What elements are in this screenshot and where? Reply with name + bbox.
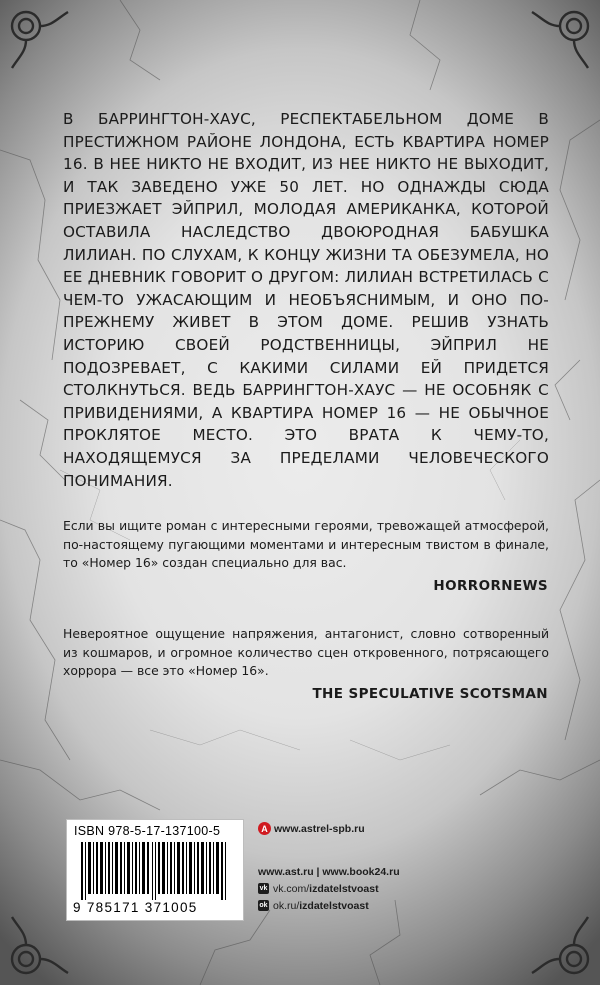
- ornament-icon: [528, 913, 598, 983]
- ornament-icon: [2, 2, 72, 72]
- isbn-barcode-block: [66, 819, 244, 921]
- vk-link: vk.com/izdatelstvoast: [273, 882, 379, 895]
- odnoklassniki-icon: ok: [259, 902, 268, 909]
- barcode-digits: 9 785171 371005: [73, 900, 198, 915]
- web-links: www.ast.ru | www.book24.ru: [258, 865, 400, 878]
- publisher-site: [258, 822, 365, 835]
- isbn-number: ISBN 978-5-17-137100-5: [74, 824, 221, 838]
- ok-link: ok.ru/izdatelstvoast: [273, 899, 369, 912]
- review-source: THE SPECULATIVE SCOTSMAN: [312, 686, 548, 702]
- publisher-links: [258, 863, 400, 914]
- review-quote: Если вы ищите роман с интересными героями, тревожащей атмосферой, по-настоящему пугающими моментами и интересным твистом в финале, то «Номер 16» создан специально для вас.: [63, 518, 549, 570]
- barcode: [81, 842, 231, 900]
- review-quote: Невероятное ощущение напряжения, антагонист, словно сотворенный из кошмаров, и огромное количество сцен откровенного, потрясающего хоррора — все это «Номер 16».: [63, 626, 549, 678]
- ast-logo-icon: А: [258, 822, 271, 835]
- book-description: В БАРРИНГТОН-ХАУС, РЕСПЕКТАБЕЛЬНОМ ДОМЕ В ПРЕСТИЖНОМ РАЙОНЕ ЛОНДОНА, ЕСТЬ КВАРТИРА НОМЕР 16. В НЕЕ НИКТО НЕ ВХОДИТ, ИЗ НЕЕ НИКТО НЕ ВЫХОДИТ, И ТАК ЗАВЕДЕНО УЖЕ 50 ЛЕТ. НО ОДНАЖДЫ СЮДА ПРИЕЗЖАЕТ ЭЙПРИЛ, МОЛОДАЯ АМЕРИКАНКА, КОТОРОЙ ОСТАВИЛА НАСЛЕДСТВО ДВОЮРОДНАЯ БАБУШКА ЛИЛИАН. ПО СЛУХАМ, К КОНЦУ ЖИЗНИ ТА ОБЕЗУМЕЛА, НО ЕЕ ДНЕВНИК ГОВОРИТ О ДРУГОМ: ЛИЛИАН ВСТРЕТИЛАСЬ С ЧЕМ-ТО УЖАСАЮЩИМ И НЕОБЪЯСНИМЫМ, И ОНО ПО-ПРЕЖНЕМУ ЖИВЕТ В ЭТОМ ДОМЕ. РЕШИВ УЗНАТЬ ИСТОРИЮ СВОЕЙ РОДСТВЕННИЦЫ, ЭЙПРИЛ НЕ ПОДОЗРЕВАЕТ, С КАКИМИ СИЛАМИ ЕЙ ПРИДЕТСЯ СТОЛКНУТЬСЯ. ВЕДЬ БАРРИНГТОН-ХАУС — НЕ ОСОБНЯК С ПРИВИДЕНИЯМИ, А КВАРТИРА НОМЕР 16 — НЕ ОБЫЧНОЕ ПРОКЛЯТОЕ МЕСТО. ЭТО ВРАТА К ЧЕМУ-ТО, НАХОДЯЩЕМУСЯ ЗА ПРЕДЕЛАМИ ЧЕЛОВЕЧЕСКОГО ПОНИМАНИЯ.: [63, 110, 549, 490]
- ornament-icon: [2, 913, 72, 983]
- publisher-site-link: www.astrel-spb.ru: [274, 822, 365, 835]
- ornament-icon: [528, 2, 598, 72]
- vk-icon: vk: [259, 885, 268, 892]
- review-source: HORRORNEWS: [433, 578, 548, 594]
